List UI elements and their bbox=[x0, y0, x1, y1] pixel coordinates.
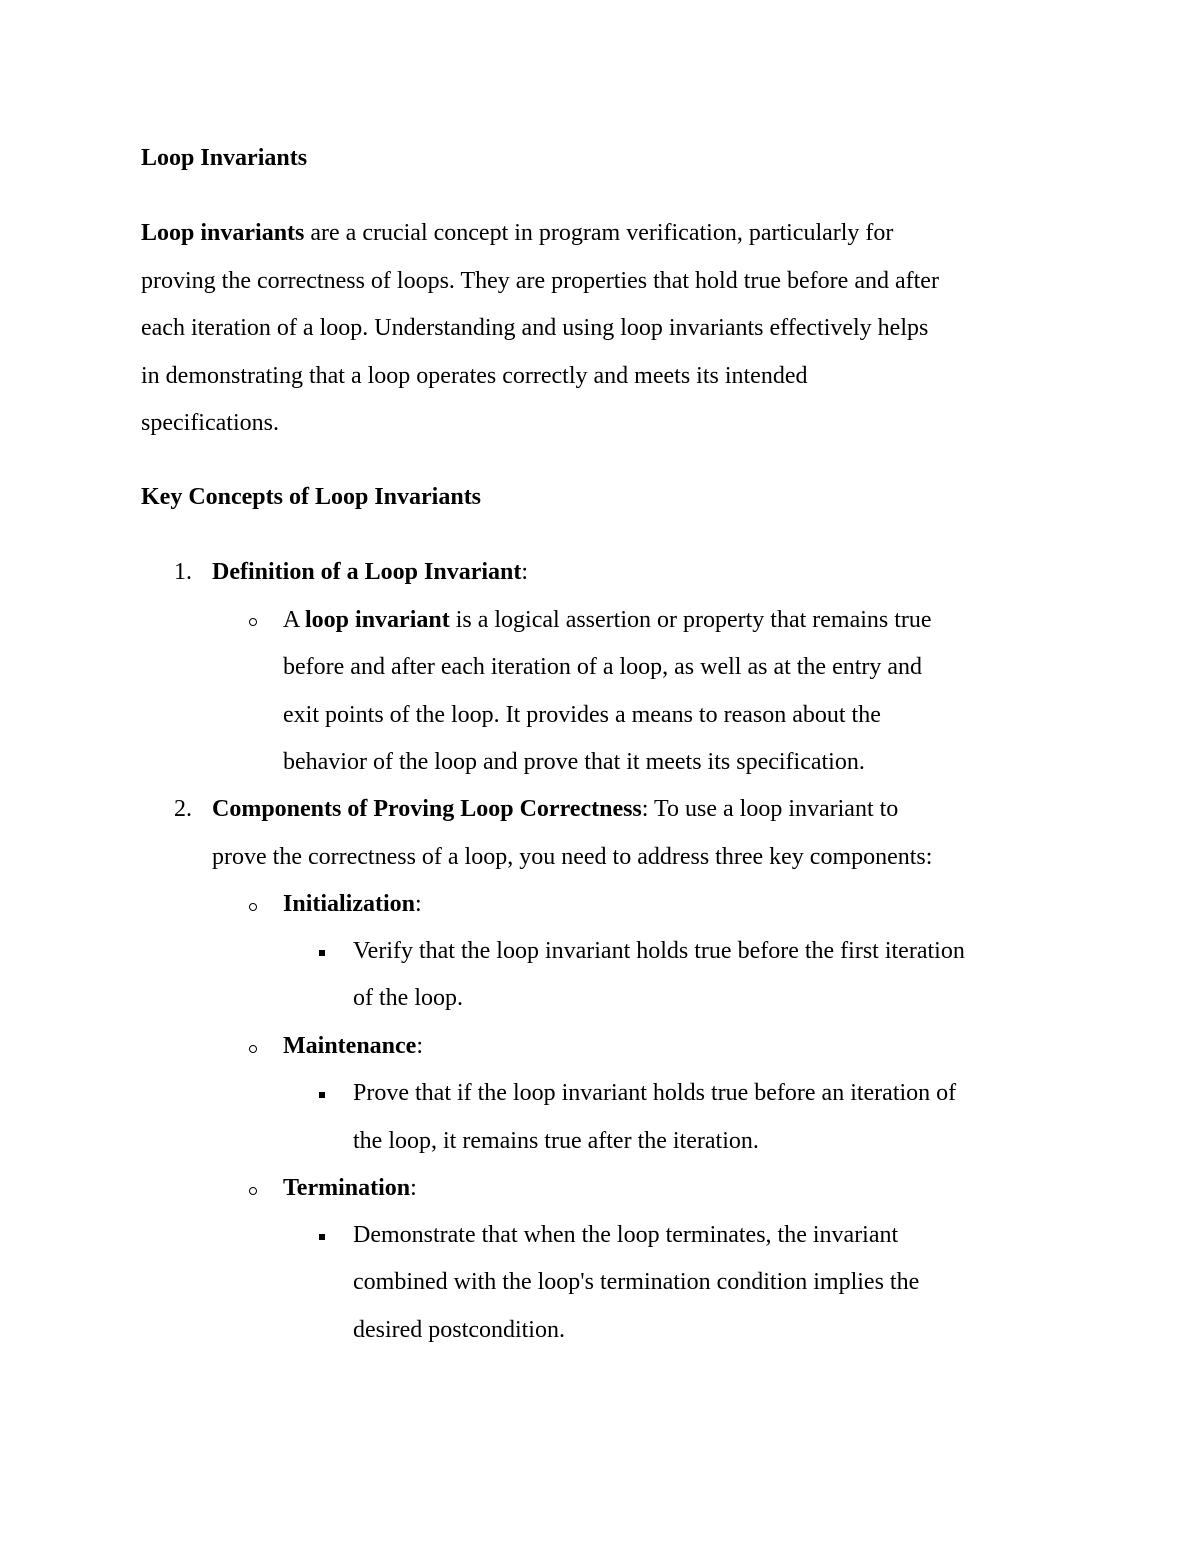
intro-term: Loop invariants bbox=[141, 220, 305, 246]
item-1-sub-line-2: before and after each iteration of a loop, as well as at the entry and bbox=[283, 654, 923, 680]
maintenance-detail-line-2: the loop, it remains true after the iteration. bbox=[353, 1128, 759, 1154]
termination-detail-line-2: combined with the loop's termination condition implies the bbox=[353, 1269, 920, 1295]
item-1-heading-suffix: : bbox=[521, 559, 529, 585]
maintenance-detail-line-1: Prove that if the loop invariant holds true before an iteration of bbox=[353, 1080, 957, 1106]
list-number-1: 1. bbox=[174, 559, 192, 585]
item-2-line-2: prove the correctness of a loop, you need to address three key components: bbox=[212, 844, 933, 870]
circle-bullet-icon bbox=[249, 1045, 257, 1053]
item-1-sub-line-1-rest: is a logical assertion or property that remains true bbox=[449, 607, 932, 633]
intro-line-5: specifications. bbox=[141, 410, 279, 436]
intro-line-4: in demonstrating that a loop operates correctly and meets its intended bbox=[141, 363, 808, 389]
termination-detail-line-3: desired postcondition. bbox=[353, 1317, 565, 1343]
intro-line-1 bbox=[141, 218, 893, 248]
component-initialization bbox=[283, 889, 422, 919]
intro-line-3: each iteration of a loop. Understanding and using loop invariants effectively helps bbox=[141, 315, 929, 341]
item-1-sub-prefix: A bbox=[283, 607, 306, 633]
component-label: Maintenance bbox=[283, 1033, 417, 1059]
item-1-heading-text: Definition of a Loop Invariant bbox=[212, 559, 522, 585]
item-1-sub-line-3: exit points of the loop. It provides a means to reason about the bbox=[283, 702, 881, 728]
item-1-sub-line-1 bbox=[283, 605, 932, 635]
circle-bullet-icon bbox=[249, 903, 257, 911]
component-suffix: : bbox=[415, 891, 422, 917]
square-bullet-icon bbox=[319, 1092, 325, 1098]
component-termination bbox=[283, 1173, 417, 1203]
component-suffix: : bbox=[416, 1033, 423, 1059]
item-1-sub-line-4: behavior of the loop and prove that it meets its specification. bbox=[283, 749, 865, 775]
termination-detail-line-1: Demonstrate that when the loop terminates, the invariant bbox=[353, 1222, 899, 1248]
component-label: Termination bbox=[283, 1175, 411, 1201]
item-2-line-1-rest: : To use a loop invariant to bbox=[641, 796, 899, 822]
initialization-detail-line-2: of the loop. bbox=[353, 985, 463, 1011]
circle-bullet-icon bbox=[249, 618, 257, 626]
square-bullet-icon bbox=[319, 950, 325, 956]
document-title: Loop Invariants bbox=[141, 145, 308, 171]
item-1-heading bbox=[212, 557, 528, 587]
component-label: Initialization bbox=[283, 891, 416, 917]
component-suffix: : bbox=[410, 1175, 417, 1201]
square-bullet-icon bbox=[319, 1234, 325, 1240]
item-2-line-1 bbox=[212, 794, 898, 824]
section-heading: Key Concepts of Loop Invariants bbox=[141, 484, 482, 510]
initialization-detail-line-1: Verify that the loop invariant holds true before the first iteration bbox=[353, 938, 965, 964]
item-2-heading: Components of Proving Loop Correctness bbox=[212, 796, 642, 822]
intro-line-2: proving the correctness of loops. They are properties that hold true before and after bbox=[141, 268, 939, 294]
circle-bullet-icon bbox=[249, 1187, 257, 1195]
component-maintenance bbox=[283, 1031, 423, 1061]
item-1-sub-term: loop invariant bbox=[305, 607, 450, 633]
list-number-2: 2. bbox=[174, 796, 192, 822]
intro-line-1-rest: are a crucial concept in program verification, particularly for bbox=[304, 220, 894, 246]
